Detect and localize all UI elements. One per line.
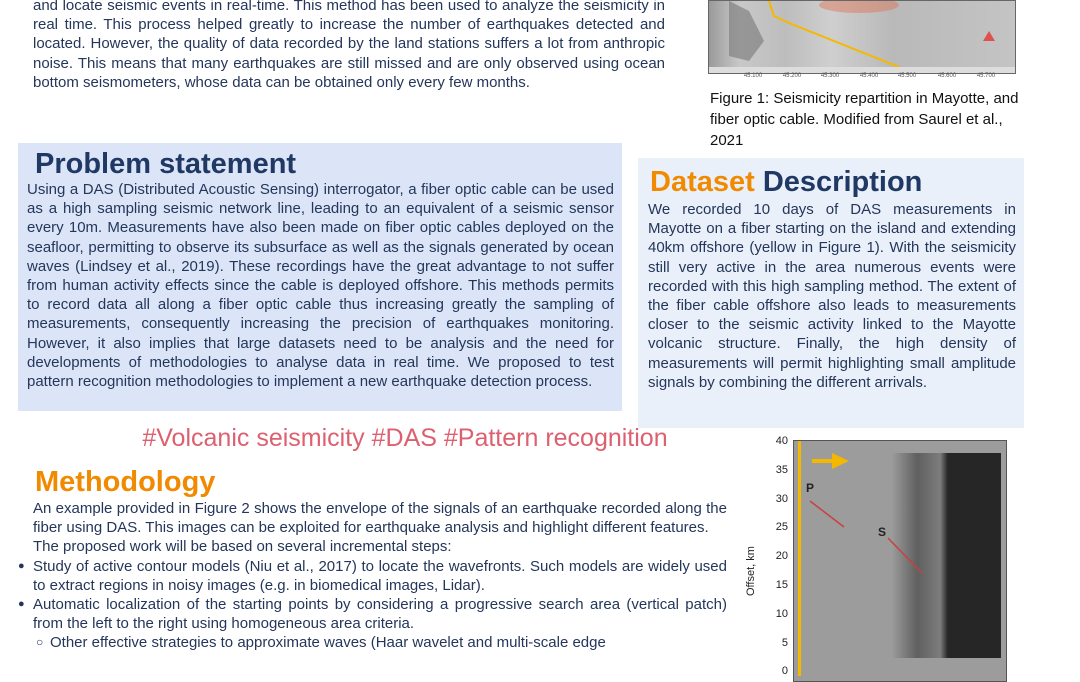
y-tick: 35 [775,464,788,476]
intro-paragraph: and locate seismic events in real-time. This method has been used to analyze the seismicity in real time. This process helped greatly to increase the number of earthquakes detected and located. However, the quality of data recorded by the land stations suffers a lot from anthropic noise. This means that many earthquakes are still missed and are only observed using ocean bottom seismometers, whose data can be obtained only every few months. [33,0,665,91]
das-plot [794,441,1006,681]
dataset-title-a: Dataset [650,166,755,198]
problem-title: Problem statement [35,148,297,180]
methodology-p1: An example provided in Figure 2 shows the envelope of the signals of an earthquake recorded along the fiber using DAS. This images can be exploited for earthquake analysis and highlight different features. [33,500,727,537]
map-x-tick: 45.100 [743,73,763,79]
y-tick: 5 [781,637,788,649]
figure1-map [708,0,1016,74]
cable-line [798,441,801,676]
hashtags: #Volcanic seismicity #DAS #Pattern recognition [142,424,668,452]
figure1-caption: Figure 1: Seismicity repartition in Mayotte, and fiber optic cable. Modified from Saurel et al., 2021 [710,90,1019,149]
dataset-section [638,158,1024,428]
map-x-tick: 45.200 [782,73,802,79]
map-x-tick: 45.500 [897,73,917,79]
dataset-title-b: Description [762,166,923,198]
map-overlay [709,1,1015,73]
methodology-title: Methodology [35,466,216,498]
s-label: S [878,525,887,539]
map-x-tick: 45.300 [820,73,840,79]
problem-statement-section [18,143,622,411]
figure2-ylabel: Offset, km [745,546,757,596]
map-x-tick: 45.400 [859,73,879,79]
p-label: P [806,481,815,495]
methodology-subbullet: ○ Other effective strategies to approximate waves (Haar wavelet and multi-scale edge [50,633,727,652]
y-tick: 15 [775,579,788,591]
y-tick: 20 [775,550,788,562]
methodology-bullet: ● Automatic localization of the starting points by considering a progressive search area (vertical patch) from the left to the right using homogeneous area criteria. [33,595,727,633]
figure2-das-image [793,440,1007,682]
map-x-tick: 45.600 [937,73,957,79]
dataset-title [650,165,922,199]
y-tick: 10 [775,608,788,620]
map-x-tick: 45.700 [976,73,996,79]
y-tick: 0 [781,665,788,677]
methodology-p2: The proposed work will be based on several incremental steps: [33,538,452,556]
dataset-text: We recorded 10 days of DAS measurements in Mayotte on a fiber starting on the island and extending 40km offshore (yellow in Figure 1). With the seismicity still very active in the area numerous events were recorded with this high sampling method. The extent of the fiber cable offshore also leads to measurements closer to the seismic activity linked to the Mayotte volcanic structure. Finally, the high density of measurements will permit highlighting small amplitude signals by combining the different arrivals. [648,201,1016,391]
methodology-text [33,499,727,653]
arrow-icon [832,453,849,469]
methodology-bullet: ● Study of active contour models (Niu et al., 2017) to locate the wavefronts. Such models are widely used to extract regions in noisy images (e.g. in biomedical images, Lidar). [33,557,727,595]
y-tick: 40 [775,435,788,447]
y-tick: 25 [775,521,788,533]
problem-text: Using a DAS (Distributed Acoustic Sensing) interrogator, a fiber optic cable can be used as a high sampling seismic network line, leading to an equivalent of a seismic sensor every 10m. Measurements have also been made on fiber optic cables deployed on the seafloor, permitting to observe its subsurface as well as the signals generated by ocean waves (Lindsey et al., 2019). These recordings have the great advantage to not suffer from human activity effects since the cable is deployed offshore. This methods permits to record data all along a fiber optic cable thus increasing greatly the sampling of measurements, consequently increasing the precision of earthquakes monitoring. However, it also implies that large datasets need to be analysis and the need for developments of methodologies to analyse data in real time. We proposed to test pattern recognition methodologies to implement a new earthquake detection process. [27,181,614,391]
y-tick: 30 [775,493,788,505]
